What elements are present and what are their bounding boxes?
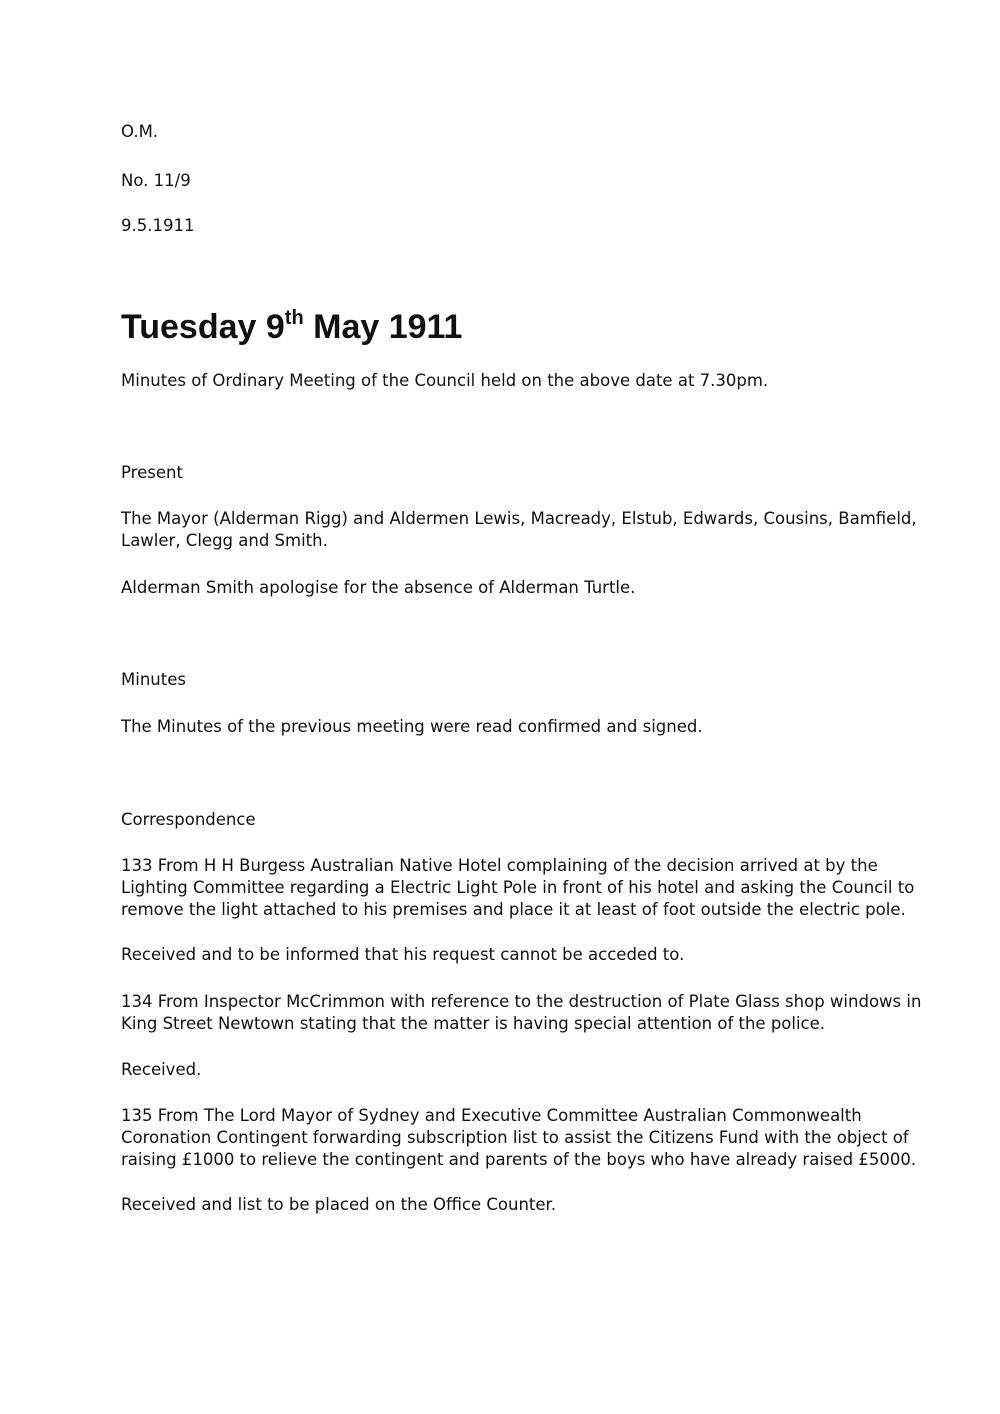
correspondence-item-133 xyxy=(121,855,915,921)
minutes-heading: Minutes xyxy=(121,670,186,689)
correspondence-item-135 xyxy=(121,1105,917,1171)
resolution-135: Received and list to be placed on the Office Counter. xyxy=(121,1195,557,1214)
correspondence-line: remove the light attached to his premises and place it at least of foot outside the electric pole. xyxy=(121,900,906,919)
resolution-134: Received. xyxy=(121,1060,202,1079)
present-apology: Alderman Smith apologise for the absence of Alderman Turtle. xyxy=(121,578,636,597)
header-date: 9.5.1911 xyxy=(121,216,195,235)
correspondence-item-134 xyxy=(121,991,922,1035)
correspondence-line: 134 From Inspector McCrimmon with reference to the destruction of Plate Glass shop windows in xyxy=(121,992,922,1011)
intro-text: Minutes of Ordinary Meeting of the Council held on the above date at 7.30pm. xyxy=(121,371,769,390)
correspondence-heading: Correspondence xyxy=(121,810,256,829)
title-month-year: May 1911 xyxy=(303,308,463,346)
page-title xyxy=(121,305,462,349)
correspondence-line: King Street Newtown stating that the matter is having special attention of the police. xyxy=(121,1014,826,1033)
header-ref: O.M. xyxy=(121,122,159,141)
correspondence-line: Coronation Contingent forwarding subscription list to assist the Citizens Fund with the object of xyxy=(121,1128,909,1147)
title-day: Tuesday 9 xyxy=(121,308,285,346)
header-number: No. 11/9 xyxy=(121,171,191,190)
title-ordinal-suffix: th xyxy=(284,307,304,329)
correspondence-line: Lighting Committee regarding a Electric Light Pole in front of his hotel and asking the Council to xyxy=(121,878,915,897)
present-heading: Present xyxy=(121,463,183,482)
minutes-text: The Minutes of the previous meeting were read confirmed and signed. xyxy=(121,717,703,736)
correspondence-line: 135 From The Lord Mayor of Sydney and Executive Committee Australian Commonwealth xyxy=(121,1106,862,1125)
correspondence-line: raising £1000 to relieve the contingent and parents of the boys who have already raised £5000. xyxy=(121,1150,917,1169)
attendees-line: Lawler, Clegg and Smith. xyxy=(121,531,328,550)
present-attendees xyxy=(121,508,917,552)
correspondence-line: 133 From H H Burgess Australian Native Hotel complaining of the decision arrived at by the xyxy=(121,856,878,875)
attendees-line: The Mayor (Alderman Rigg) and Aldermen Lewis, Macready, Elstub, Edwards, Cousins, Bamfield, xyxy=(121,509,917,528)
resolution-133: Received and to be informed that his request cannot be acceded to. xyxy=(121,945,685,964)
